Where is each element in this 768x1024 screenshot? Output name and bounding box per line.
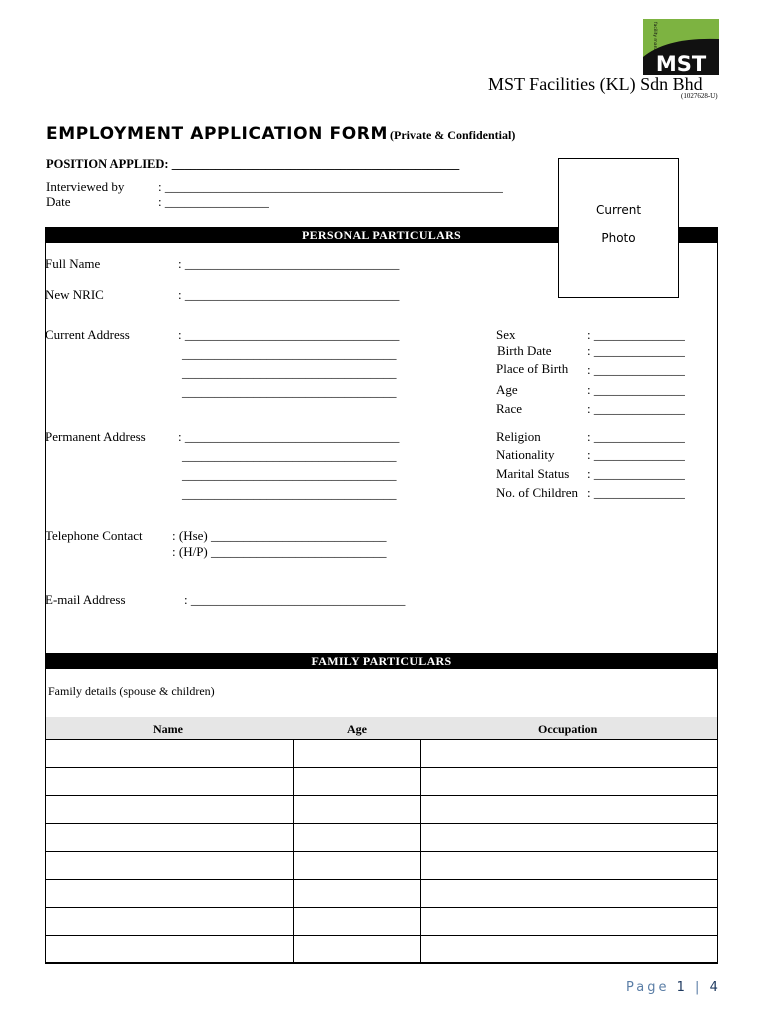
occupation-cell[interactable] bbox=[421, 768, 718, 796]
page-total: 4 bbox=[709, 980, 721, 995]
sex-label: Sex bbox=[496, 327, 516, 342]
table-row bbox=[46, 824, 718, 852]
name-cell[interactable] bbox=[46, 796, 294, 824]
occupation-cell[interactable] bbox=[421, 852, 718, 880]
occupation-cell[interactable] bbox=[421, 796, 718, 824]
permanent-address-label: Permanent Address bbox=[45, 429, 146, 444]
page-number bbox=[626, 980, 721, 996]
place-of-birth-field[interactable]: : ______________ bbox=[587, 362, 685, 377]
telephone-hse-field[interactable]: : (Hse) ___________________________ bbox=[172, 528, 387, 543]
company-name: MST Facilities (KL) Sdn Bhd bbox=[488, 74, 703, 94]
family-table bbox=[45, 739, 718, 964]
telephone-label: Telephone Contact bbox=[45, 528, 143, 543]
personal-particulars-header: PERSONAL PARTICULARS bbox=[45, 227, 718, 243]
date-field[interactable]: : ________________ bbox=[158, 194, 269, 209]
nric-field[interactable]: : _________________________________ bbox=[178, 287, 400, 302]
sex-field[interactable]: : ______________ bbox=[587, 327, 685, 342]
table-row bbox=[46, 852, 718, 880]
current-address-line-2[interactable]: _________________________________ bbox=[182, 346, 397, 361]
occupation-cell[interactable] bbox=[421, 936, 718, 964]
place-of-birth-label: Place of Birth bbox=[496, 361, 569, 376]
permanent-address-line-2[interactable]: _________________________________ bbox=[182, 448, 397, 463]
email-label: E-mail Address bbox=[45, 592, 126, 607]
religion-field[interactable]: : ______________ bbox=[587, 429, 685, 444]
date-label: Date bbox=[46, 194, 71, 209]
age-cell[interactable] bbox=[293, 880, 421, 908]
race-field[interactable]: : ______________ bbox=[587, 401, 685, 416]
table-row bbox=[46, 740, 718, 768]
current-photo-box[interactable] bbox=[558, 158, 679, 298]
column-age: Age bbox=[347, 722, 367, 736]
table-row bbox=[46, 936, 718, 964]
no-of-children-field[interactable]: : ______________ bbox=[587, 485, 685, 500]
age-cell[interactable] bbox=[293, 908, 421, 936]
column-occupation: Occupation bbox=[538, 722, 598, 736]
telephone-hp-field[interactable]: : (H/P) ___________________________ bbox=[172, 544, 387, 559]
form-title: EMPLOYMENT APPLICATION FORM bbox=[46, 124, 388, 144]
family-note: Family details (spouse & children) bbox=[48, 684, 215, 698]
race-label: Race bbox=[496, 401, 522, 416]
logo-tagline: facility management bbox=[652, 22, 657, 69]
full-name-field[interactable]: : _________________________________ bbox=[178, 256, 400, 271]
permanent-address-line-3[interactable]: _________________________________ bbox=[182, 467, 397, 482]
age-field[interactable]: : ______________ bbox=[587, 382, 685, 397]
interviewed-by-field[interactable]: : ____________________________________________________ bbox=[158, 179, 503, 194]
marital-status-label: Marital Status bbox=[496, 466, 570, 481]
page-separator: | bbox=[695, 980, 703, 995]
photo-label-line1: Current bbox=[595, 203, 642, 217]
birth-date-label: Birth Date bbox=[497, 343, 552, 358]
position-applied-field[interactable]: POSITION APPLIED: ______________________________________________ bbox=[46, 157, 460, 171]
no-of-children-label: No. of Children bbox=[496, 485, 578, 500]
occupation-cell[interactable] bbox=[421, 824, 718, 852]
table-row bbox=[46, 880, 718, 908]
occupation-cell[interactable] bbox=[421, 740, 718, 768]
table-row bbox=[46, 908, 718, 936]
family-table-header bbox=[46, 717, 717, 739]
current-address-line-3[interactable]: _________________________________ bbox=[182, 365, 397, 380]
nric-label: New NRIC bbox=[45, 287, 104, 302]
photo-label-line2: Photo bbox=[601, 231, 636, 245]
current-address-label: Current Address bbox=[45, 327, 130, 342]
email-field[interactable]: : _________________________________ bbox=[184, 592, 406, 607]
name-cell[interactable] bbox=[46, 908, 294, 936]
age-cell[interactable] bbox=[293, 936, 421, 964]
nationality-field[interactable]: : ______________ bbox=[587, 447, 685, 462]
occupation-cell[interactable] bbox=[421, 880, 718, 908]
age-cell[interactable] bbox=[293, 740, 421, 768]
table-row bbox=[46, 796, 718, 824]
name-cell[interactable] bbox=[46, 852, 294, 880]
name-cell[interactable] bbox=[46, 740, 294, 768]
age-cell[interactable] bbox=[293, 796, 421, 824]
age-cell[interactable] bbox=[293, 768, 421, 796]
column-name: Name bbox=[153, 722, 183, 736]
form-subtitle: (Private & Confidential) bbox=[390, 128, 516, 142]
interviewed-by-label: Interviewed by bbox=[46, 179, 125, 194]
marital-status-field[interactable]: : ______________ bbox=[587, 466, 685, 481]
name-cell[interactable] bbox=[46, 880, 294, 908]
permanent-address-field[interactable]: : _________________________________ bbox=[178, 429, 400, 444]
page-current: 1 bbox=[676, 980, 688, 995]
age-cell[interactable] bbox=[293, 852, 421, 880]
religion-label: Religion bbox=[496, 429, 541, 444]
full-name-label: Full Name bbox=[45, 256, 101, 271]
family-particulars-header: FAMILY PARTICULARS bbox=[45, 653, 718, 669]
page-word: Page bbox=[626, 980, 670, 995]
current-address-field[interactable]: : _________________________________ bbox=[178, 327, 400, 342]
logo-text: MST bbox=[655, 52, 707, 75]
age-label: Age bbox=[496, 382, 518, 397]
name-cell[interactable] bbox=[46, 936, 294, 964]
current-address-line-4[interactable]: _________________________________ bbox=[182, 384, 397, 399]
table-row bbox=[46, 768, 718, 796]
mst-logo bbox=[643, 19, 719, 75]
name-cell[interactable] bbox=[46, 768, 294, 796]
occupation-cell[interactable] bbox=[421, 908, 718, 936]
permanent-address-line-4[interactable]: _________________________________ bbox=[182, 486, 397, 501]
age-cell[interactable] bbox=[293, 824, 421, 852]
birth-date-field[interactable]: : ______________ bbox=[587, 343, 685, 358]
company-registration: (1027628-U) bbox=[681, 92, 718, 100]
name-cell[interactable] bbox=[46, 824, 294, 852]
nationality-label: Nationality bbox=[496, 447, 555, 462]
